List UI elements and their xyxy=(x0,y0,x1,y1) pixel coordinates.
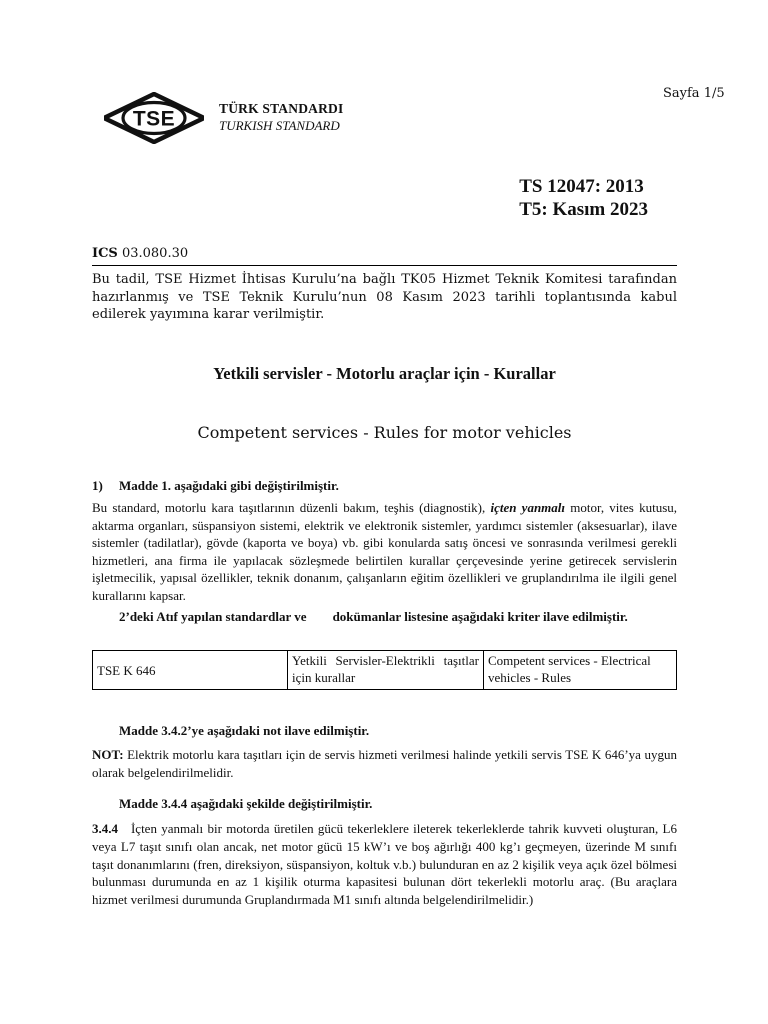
section-1-title: Madde 1. aşağıdaki gibi değiştirilmiştir. xyxy=(119,478,339,493)
intro-paragraph: Bu tadil, TSE Hizmet İhtisas Kurulu’na bağlı TK05 Hizmet Teknik Komitesi tarafından hazırlanmış ve TSE Teknik Kurulu’nun 08 Kasım 2023 tarihli toplantısında kabul edilerek yayımına karar verilmiştir. xyxy=(92,272,677,322)
clause-paragraph: 3.4.4 İçten yanmalı bir motorda üretilen gücü tekerleklere ileterek tekerleklerde tahrik kuvveti oluşturan, L6 veya L7 taşıt sınıfı olan ancak, net motor gücü 15 kW’ı ve boş ağırlığı 400 kg’ı geçmeyen, üzerinde M sınıfı taşıt donanımlarını (fren, direksiyon, süspansiyon, koltuk v.b.) bulunduran en az 2 kişilik veya açık özel bölmesi bulunması durumunda en az 1 kişilik oturma kapasitesi bulunan dört tekerlekli motorlu araç. (Bu araçlara hizmet verilmesi durumunda Gruplandırmada M1 sınıfı altında belgelendirilmelidir.) xyxy=(92,821,677,908)
amendment-label: T5: Kasım 2023 xyxy=(519,199,648,220)
section-1-number: 1) xyxy=(92,478,103,493)
document-title-tr: Yetkili servisler - Motorlu araçlar için - Kurallar xyxy=(213,364,556,383)
page-number: Sayfa 1/5 xyxy=(663,86,725,101)
note-label: NOT: xyxy=(92,747,124,762)
tse-logo xyxy=(104,92,204,144)
emphasis-text: içten yanmalı xyxy=(490,500,566,515)
reference-title-en: Competent services - Electrical vehicles - Rules xyxy=(484,651,677,690)
reference-title-tr: Yetkili Servisler-Elektrikli taşıtlar için kurallar xyxy=(288,651,484,690)
section-2-heading: 2’deki Atıf yapılan standardlar ve dokümanlar listesine aşağıdaki kriter ilave edilmiştir. xyxy=(119,609,628,624)
standard-number: TS 12047: 2013 xyxy=(519,176,644,197)
reference-table xyxy=(92,650,677,690)
reference-code: TSE K 646 xyxy=(93,651,288,690)
ics-value: 03.080.30 xyxy=(121,246,189,261)
header-divider xyxy=(92,265,677,266)
ics-code xyxy=(92,246,188,261)
section-1-paragraph: Bu standard, motorlu kara taşıtlarının düzenli bakım, teşhis (diagnostik), içten yanmalı motor, vites kutusu, aktarma organları, süspansiyon sistemi, elektrik ve elektronik sistemler, yardımcı sistemler (aksesuarlar), ilave sistemler (tadilatlar), gövde (kaporta ve boya) vb. gibi konularda satış öncesi ve sonrasında verilmesi gerekli hizmetleri, ana firma ile yapılacak sözleşmede belirtilen kurallar çerçevesinde yerine getirecek servislerin işletmecilik, yapısal özellikler, teknik donanım, çalışanların eğitim özellikleri ve gruplandırılma ile ilgili genel kurallarını kapsar. xyxy=(92,500,678,603)
table-row xyxy=(93,651,677,690)
section-4-heading: Madde 3.4.4 aşağıdaki şekilde değiştirilmiştir. xyxy=(119,796,373,811)
clause-number: 3.4.4 xyxy=(92,821,118,836)
organization-name xyxy=(219,101,343,134)
ics-label: ICS xyxy=(92,246,118,261)
logo-text: TSE xyxy=(132,107,176,131)
org-name-tr: TÜRK STANDARDI xyxy=(219,101,344,116)
section-1-heading xyxy=(92,478,339,494)
org-name-en: TURKISH STANDARD xyxy=(219,118,340,133)
section-3-heading: Madde 3.4.2’ye aşağıdaki not ilave edilmiştir. xyxy=(119,723,370,738)
note-paragraph: NOT: Elektrik motorlu kara taşıtları için de servis hizmeti verilmesi halinde yetkili servis TSE K 646’ya uygun olarak belgelendirilmelidir. xyxy=(92,747,677,780)
standard-identifier xyxy=(519,175,648,221)
document-title-en: Competent services - Rules for motor vehicles xyxy=(197,423,572,442)
